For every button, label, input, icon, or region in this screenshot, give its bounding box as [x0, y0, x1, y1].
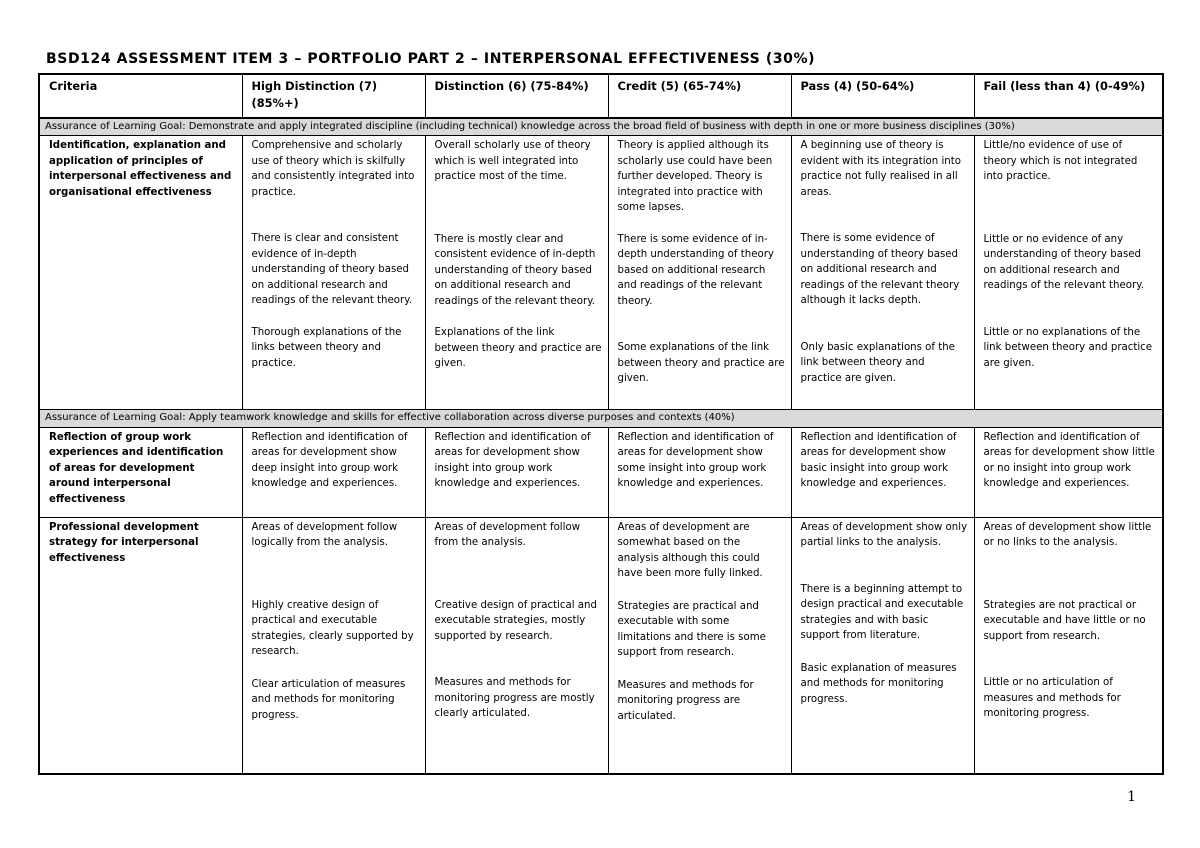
goal-row — [39, 118, 1163, 136]
criterion-label: Reflection of group work experiences and identification of areas for development around interpersonal effectiveness — [39, 427, 242, 517]
grade-cell-credit — [608, 517, 791, 774]
descriptor-text: There is mostly clear and consistent evidence of in-depth understanding of theory based on additional research and readings of the relevant theory. — [434, 233, 596, 307]
descriptor-text: A beginning use of theory is evident with its integration into practice not fully realised in all areas. — [800, 140, 961, 198]
header-credit: Credit (5) (65-74%) — [608, 74, 791, 118]
descriptor-text: There is clear and consistent evidence of in-depth understanding of theory based on additional research and readings of the relevant theory. — [251, 233, 413, 307]
descriptor-text: Reflection and identification of areas for development show deep insight into group work knowledge and experiences. — [251, 431, 408, 490]
descriptor-text: There is a beginning attempt to design practical and executable strategies and with basic support from literature. — [800, 583, 964, 642]
grade-cell-distinction — [425, 517, 608, 774]
descriptor-text: Creative design of practical and executable strategies, mostly supported by research. — [434, 599, 597, 642]
descriptor-text: Areas of development follow logically from the analysis. — [251, 521, 398, 549]
descriptor-text: Little or no articulation of measures and methods for monitoring progress. — [983, 677, 1121, 720]
descriptor-text: There is some evidence of understanding of theory based on additional research and readings of the relevant theory although it lacks depth. — [800, 233, 960, 307]
grade-cell-credit — [608, 136, 791, 410]
header-row — [39, 74, 1163, 118]
descriptor-text: Clear articulation of measures and methods for monitoring progress. — [251, 678, 406, 721]
descriptor-text: Strategies are practical and executable with some limitations and there is some support from research. — [617, 600, 766, 659]
descriptor-text: Some explanations of the link between theory and practice are given. — [617, 342, 785, 385]
grade-cell-distinction — [425, 136, 608, 410]
goal-text: Assurance of Learning Goal: Demonstrate and apply integrated discipline (including technical) knowledge across the broad field of business with depth in one or more business disciplines (30%) — [39, 118, 1163, 136]
descriptor-text: Areas of development show little or no links to the analysis. — [983, 521, 1152, 549]
descriptor-text: Areas of development follow from the analysis. — [434, 521, 581, 549]
descriptor-text: Thorough explanations of the links between theory and practice. — [251, 326, 402, 369]
header-fail: Fail (less than 4) (0-49%) — [974, 74, 1163, 118]
descriptor-text: There is some evidence of in-depth understanding of theory based on additional research and readings of the relevant theory. — [617, 233, 774, 307]
criterion-label: Professional development strategy for interpersonal effectiveness — [39, 517, 242, 774]
grade-cell-credit — [608, 427, 791, 517]
grade-cell-pass — [791, 427, 974, 517]
grade-cell-distinction — [425, 427, 608, 517]
header-high-distinction: High Distinction (7)(85%+) — [242, 74, 425, 118]
descriptor-text: Reflection and identification of areas for development show basic insight into group work knowledge and experiences. — [800, 431, 957, 490]
descriptor-text: Measures and methods for monitoring progress are mostly clearly articulated. — [434, 677, 595, 720]
grade-cell-fail — [974, 517, 1163, 774]
descriptor-text: Measures and methods for monitoring progress are articulated. — [617, 679, 754, 722]
descriptor-text: Reflection and identification of areas for development show insight into group work knowledge and experiences. — [434, 431, 591, 490]
goal-text: Assurance of Learning Goal: Apply teamwork knowledge and skills for effective collaboration across diverse purposes and contexts (40%) — [39, 410, 1163, 428]
grade-cell-pass — [791, 517, 974, 774]
rubric-table — [38, 73, 1164, 775]
header-criteria: Criteria — [39, 74, 242, 118]
descriptor-text: Overall scholarly use of theory which is well integrated into practice most of the time. — [434, 140, 591, 183]
criterion-row — [39, 517, 1163, 774]
criterion-row — [39, 136, 1163, 410]
descriptor-text: Basic explanation of measures and methods for monitoring progress. — [800, 662, 957, 705]
descriptor-text: Areas of development are somewhat based on the analysis although this could have been more fully linked. — [617, 521, 763, 580]
descriptor-text: Strategies are not practical or executable and have little or no support from research. — [983, 599, 1146, 642]
descriptor-text: Only basic explanations of the link between theory and practice are given. — [800, 341, 955, 384]
grade-cell-fail — [974, 136, 1163, 410]
descriptor-text: Comprehensive and scholarly use of theory which is skilfully and consistently integrated into practice. — [251, 140, 415, 198]
page-title: BSD124 ASSESSMENT ITEM 3 – PORTFOLIO PART 2 – INTERPERSONAL EFFECTIVENESS (30%) — [46, 51, 816, 67]
goal-row — [39, 410, 1163, 428]
grade-cell-pass — [791, 136, 974, 410]
descriptor-text: Little/no evidence of use of theory which is not integrated into practice. — [983, 140, 1138, 183]
descriptor-text: Explanations of the link between theory and practice are given. — [434, 327, 602, 370]
page-number: 1 — [1127, 789, 1136, 805]
descriptor-text: Highly creative design of practical and executable strategies, clearly supported by research. — [251, 599, 414, 658]
grade-cell-fail — [974, 427, 1163, 517]
grade-cell-high-distinction — [242, 427, 425, 517]
criterion-row — [39, 427, 1163, 517]
descriptor-text: Areas of development show only partial links to the analysis. — [800, 521, 968, 549]
descriptor-text: Reflection and identification of areas for development show little or no insight into group work knowledge and experiences. — [983, 431, 1155, 490]
grade-cell-high-distinction — [242, 136, 425, 410]
grade-cell-high-distinction — [242, 517, 425, 774]
header-distinction: Distinction (6) (75-84%) — [425, 74, 608, 118]
descriptor-text: Theory is applied although its scholarly use could have been further developed. Theory is integrated into practice with some lapses. — [617, 140, 773, 214]
descriptor-text: Reflection and identification of areas for development show some insight into group work knowledge and experiences. — [617, 431, 774, 490]
descriptor-text: Little or no explanations of the link between theory and practice are given. — [983, 326, 1153, 369]
criterion-label: Identification, explanation and application of principles of interpersonal effectiveness and organisational effectiveness — [39, 136, 242, 410]
descriptor-text: Little or no evidence of any understanding of theory based on additional research and readings of the relevant theory. — [983, 233, 1145, 292]
header-pass: Pass (4) (50-64%) — [791, 74, 974, 118]
